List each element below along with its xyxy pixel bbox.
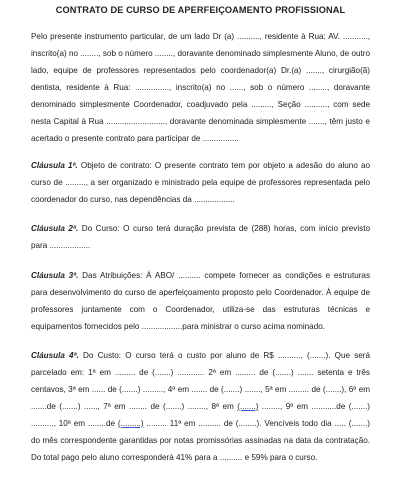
clause-1-paragraph bbox=[31, 157, 370, 208]
intro-paragraph: Pelo presente instrumento particular, de um lado Dr (a) .........., residente à Rua: AV. ..........., inscrito(a) no ........, sob o número ........, doravante denominado simplesmente Aluno, de outro lado, equipe de professores representados pelo coordenador(a) Dr.(a) ......., cirurgião(ã) dentista, residente à Rua: ..............., inscrito(a) no ......, sob o número ........, doravante denominado simplesmente Coordenador, coadjuvado pela ........., Seção .........., com sede nesta Capital à Rua .........................., doravante denominada simplesmente ......., têm justo e acertado o presente contrato para participar de ................ bbox=[31, 32, 370, 143]
clause-4-text-middle: ........, 9ª em ...........de (.......) .........., 10ª em ........de bbox=[31, 402, 371, 428]
clause-4-paragraph bbox=[31, 347, 370, 466]
clause-4-blank-2: (.........) bbox=[117, 419, 144, 428]
clause-3-text: Das Atribuições: À ABO/ .......... compete fornecer as condições e estruturas para desenvolvimento do curso de aperfeiçoamento proposto pelo Coordenador. À equipe de professores juntamente com o Coordenador, utiliza-se das estruturas técnicas e equipamentos fornecidos pelo ..................para ministrar o curso acima nominado. bbox=[31, 271, 371, 331]
clause-2-text: Do Curso: O curso terá duração prevista de (288) horas, com início previsto para .................. bbox=[31, 224, 370, 250]
clause-1-label: Cláusula 1ª. bbox=[31, 161, 78, 170]
clause-4-blank-1: (.......) bbox=[237, 402, 259, 411]
clause-1-text: Objeto de contrato: O presente contrato tem por objeto a adesão do aluno ao curso de ........., a ser organizado e ministrado pela equipe de professores representada pelo coordenador do curso, nas dependências da .................. bbox=[31, 161, 371, 204]
document-title: CONTRATO DE CURSO DE APERFEIÇOAMENTO PROFISSIONAL bbox=[55, 5, 346, 15]
clause-4-label: Cláusula 4ª. bbox=[31, 351, 79, 360]
clause-3-paragraph bbox=[31, 267, 370, 335]
clause-3-label: Cláusula 3ª. bbox=[31, 271, 79, 280]
clause-2-paragraph bbox=[31, 220, 370, 254]
clause-4-text-start: Do Custo: O curso terá o custo por aluno de R$ .........., (.......). Que será parcelado em: 1ª em ......... de (.......) ............ 2ª em ......... de (.......) ....... setenta e três centavos, 3ª em ...... de (.......) ........., 4ª em ....... de (.......) ......., 5ª em ......... de (.......), 6ª em .......de (.......) ......, 7ª em ........ de (.......) ........, 8ª em bbox=[31, 351, 370, 411]
clause-4-text-end: ......... 11ª em .......... de (........). Vencíveis todo dia ..... (.......) do mês correspondente garantidas por notas promissórias assinadas na data da contratação. Do total pago pelo aluno corresponderá 41% para a .......... e 59% para o curso. bbox=[31, 419, 370, 462]
clause-2-label: Cláusula 2ª. bbox=[31, 224, 79, 233]
